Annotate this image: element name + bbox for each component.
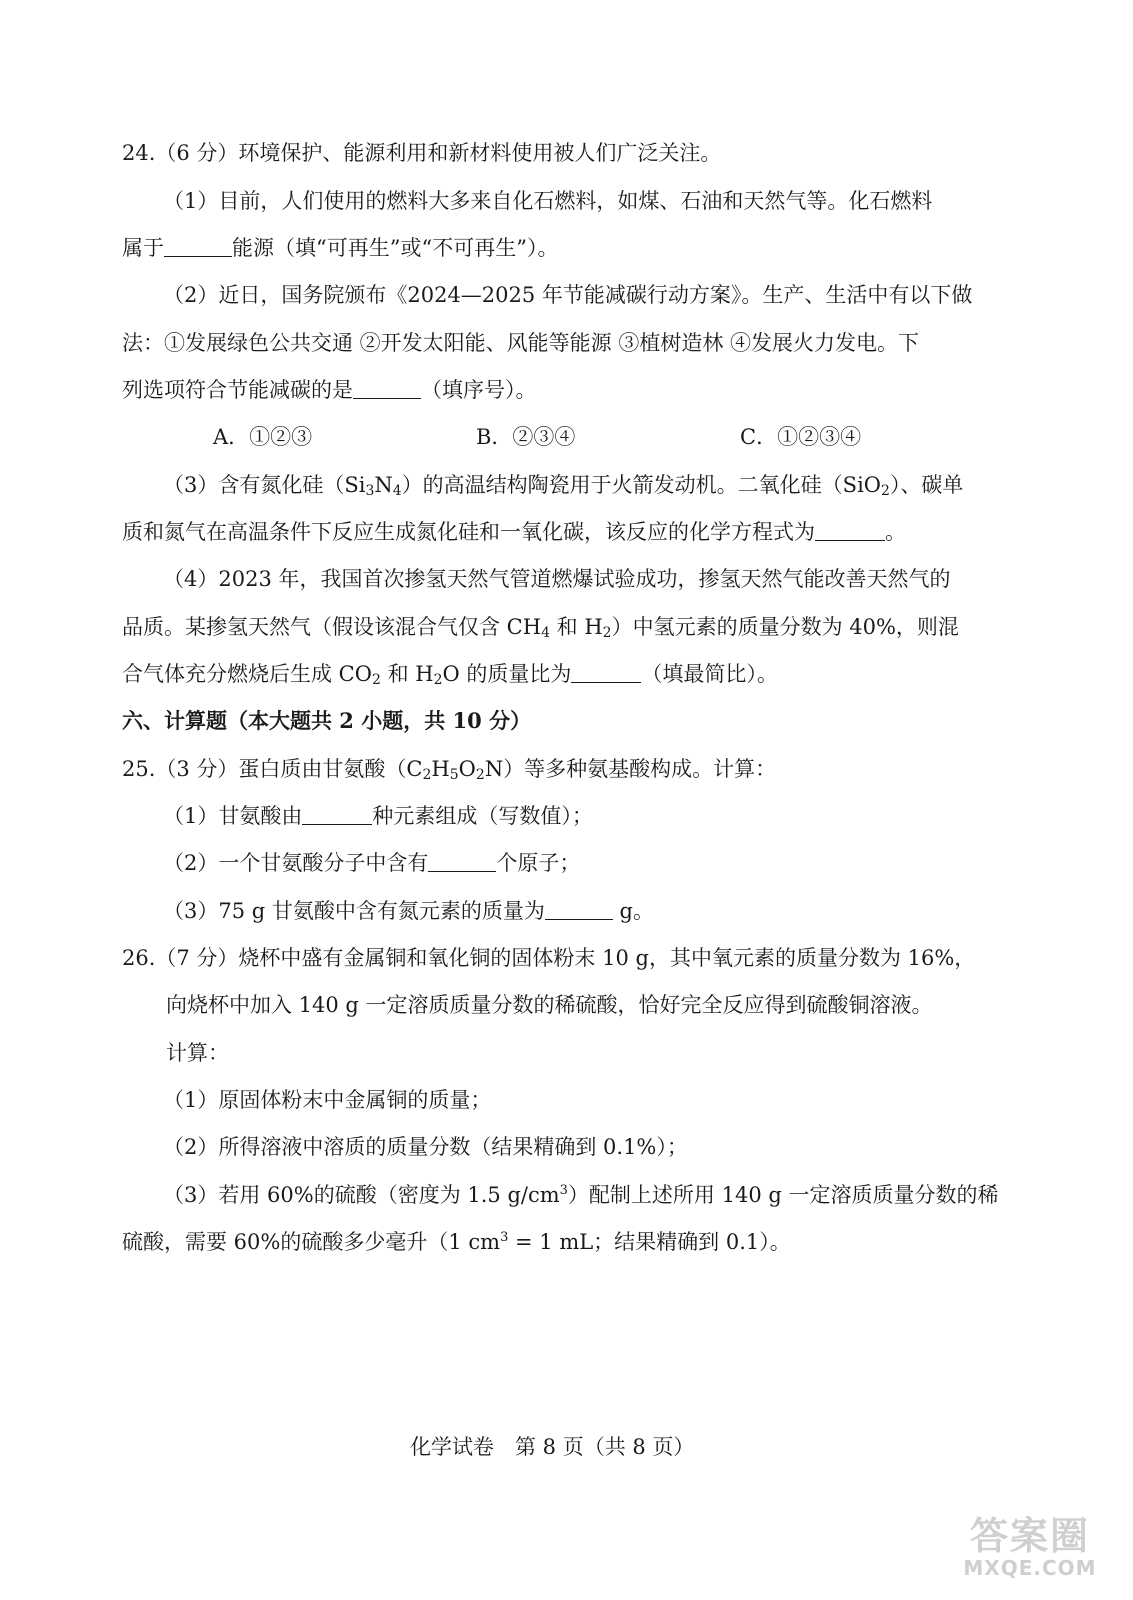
q25-part1: （1）甘氨酸由 种元素组成（写数值）； (163, 804, 593, 828)
q24-part4-line2: 品质。某掺氢天然气（假设该混合气仅含 $CH_4$ 和 $H_2$）中氢元素的质量分数为 40%，则混 (122, 615, 959, 641)
q25-part2: （2）一个甘氨酸分子中含有 个原子； (163, 851, 581, 875)
q26-part1: （1）原固体粉末中金属铜的质量； (163, 1088, 492, 1112)
answer-blank[interactable] (571, 662, 641, 683)
q24-part2-line1: （2）近日，国务院颁布《2024—2025 年节能减碳行动方案》。生产、生活中有以下做 (163, 283, 973, 307)
q26-calc-label: 计算： (166, 1041, 229, 1065)
section-heading: 六、计算题（本大题共 2 小题，共 10 分） (122, 708, 532, 733)
q25-part3: （3）75 g 甘氨酸中含有氮元素的质量为 g。 (163, 899, 654, 923)
answer-blank[interactable] (164, 236, 232, 257)
q26-part3-line2: 硫酸，需要 60%的硫酸多少毫升（1 $cm^3 = 1$ mL；结果精确到 0.1）。 (122, 1230, 791, 1254)
q24-part2-line3: 列选项符合节能减碳的是 （填序号）。 (122, 378, 537, 402)
q24-part3-line2: 质和氮气在高温条件下反应生成氮化硅和一氧化碳，该反应的化学方程式为 。 (122, 520, 906, 544)
q24-stem: 24.（6 分）环境保护、能源利用和新材料使用被人们广泛关注。 (122, 141, 722, 165)
answer-blank[interactable] (428, 851, 496, 872)
option-c[interactable]: C．①②③④ (740, 425, 862, 449)
option-a[interactable]: A．①②③ (213, 425, 313, 449)
answer-blank[interactable] (815, 520, 885, 541)
watermark-logo (945, 1513, 1115, 1588)
answer-blank[interactable] (353, 378, 421, 399)
q26-part3-line1: （3）若用 60%的硫酸（密度为 1.5 $g/cm^3$）配制上述所用 140 g 一定溶质质量分数的稀 (163, 1183, 999, 1207)
q26-stem-line2: 向烧杯中加入 140 g 一定溶质质量分数的稀硫酸，恰好完全反应得到硫酸铜溶液。 (166, 993, 933, 1017)
option-b[interactable]: B．②③④ (476, 425, 576, 449)
q24-part4-line3: 合气体充分燃烧后生成 $CO_2$ 和 $H_2O$ 的质量比为 （填最简比）。 (122, 662, 778, 688)
q24-part4-line1: （4）2023 年，我国首次掺氢天然气管道燃爆试验成功，掺氢天然气能改善天然气的 (163, 567, 951, 591)
q26-part2: （2）所得溶液中溶质的质量分数（结果精确到 0.1%）； (163, 1135, 688, 1159)
watermark-text: 答案圈 (969, 1513, 1090, 1558)
q24-part3-line1: （3）含有氮化硅$(Si_3N_4)$的高温结构陶瓷用于火箭发动机。二氧化硅（SiO$_2$）、碳单 (163, 473, 964, 499)
answer-blank[interactable] (545, 899, 613, 920)
q25-stem: 25.（3 分）蛋白质由甘氨酸$(C_2H_5O_2N)$等多种氨基酸构成。计算： (122, 757, 777, 783)
q24-part1-line2: 属于 能源（填“可再生”或“不可再生”）。 (122, 236, 559, 260)
answer-blank[interactable] (302, 804, 372, 825)
watermark-url: MXQE.COM (963, 1556, 1097, 1580)
q24-part1-line1: （1）目前，人们使用的燃料大多来自化石燃料，如煤、石油和天然气等。化石燃料 (163, 189, 933, 213)
q24-part2-line2: 法：①发展绿色公共交通 ②开发太阳能、风能等能源 ③植树造林 ④发展火力发电。下 (122, 331, 920, 355)
page-footer: 化学试卷 第 8 页（共 8 页） (410, 1435, 695, 1459)
q26-stem-line1: 26.（7 分）烧杯中盛有金属铜和氧化铜的固体粉末 10 g，其中氧元素的质量分数为 16%， (122, 946, 976, 970)
